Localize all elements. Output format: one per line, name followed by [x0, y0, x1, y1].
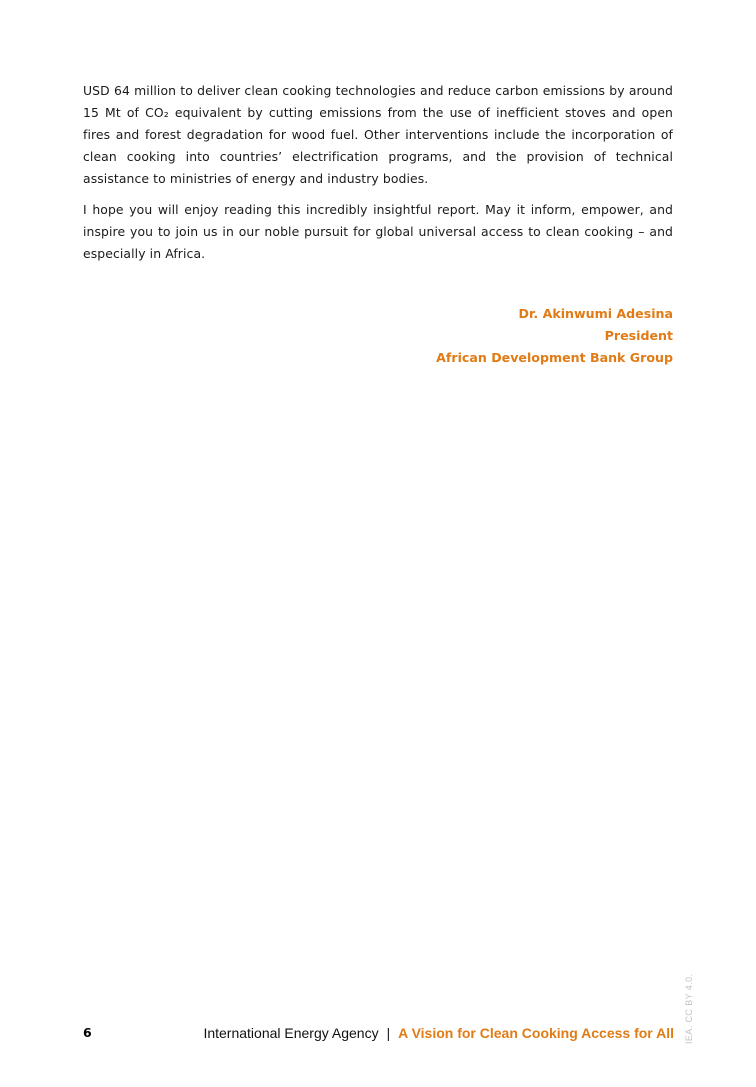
page-number: 6	[83, 1025, 92, 1040]
body-text	[83, 80, 673, 274]
footer-agency: International Energy Agency	[203, 1025, 379, 1041]
license-note: IEA. CC BY 4.0.	[684, 973, 694, 1044]
signature-name: Dr. Akinwumi Adesina	[518, 306, 673, 321]
page-footer	[83, 1022, 674, 1044]
footer-report-title: A Vision for Clean Cooking Access for All	[398, 1025, 674, 1041]
footer-separator: |	[386, 1026, 391, 1041]
signature-block	[436, 303, 673, 369]
footer-title-line	[203, 1022, 674, 1045]
signature-organization: African Development Bank Group	[436, 350, 673, 365]
signature-title: President	[604, 328, 673, 343]
paragraph: USD 64 million to deliver clean cooking technologies and reduce carbon emissions by around 15 Mt of CO₂ equivalent by cutting emissions from the use of inefficient stoves and open fires and forest degradation for wood fuel. Other interventions include the incorporation of clean cooking into countries’ electrification programs, and the provision of technical assistance to ministries of energy and industry bodies.	[83, 83, 673, 186]
paragraph: I hope you will enjoy reading this incredibly insightful report. May it inform, empower, and inspire you to join us in our noble pursuit for global universal access to clean cooking – and especially in Africa.	[83, 202, 673, 261]
